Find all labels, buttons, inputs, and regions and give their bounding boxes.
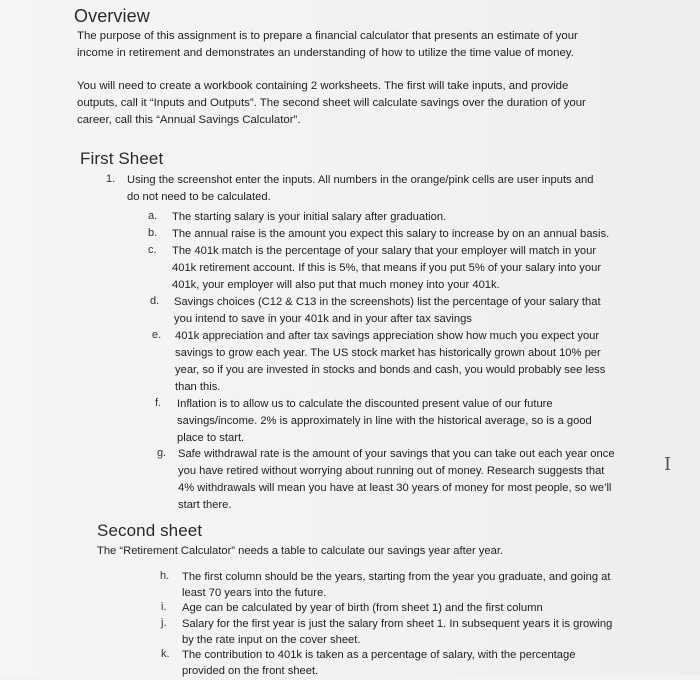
overview-para1-line2: income in retirement and demonstrates an understanding of how to utilize the time value of money. xyxy=(77,47,574,59)
subitem-f-line2: savings/income. 2% is approximately in line with the historical average, so is a good xyxy=(177,415,592,427)
subitem-a-line1: The starting salary is your initial salary after graduation. xyxy=(172,211,447,223)
subitem-f-line1: Inflation is to allow us to calculate the discounted present value of our future xyxy=(177,398,553,410)
subitem-marker-f: f. xyxy=(155,397,162,409)
subitem-marker-a: a. xyxy=(148,210,158,222)
subitem-h-line2: least 70 years into the future. xyxy=(182,587,327,599)
text-cursor-icon: I xyxy=(664,454,672,475)
subitem-marker-b: b. xyxy=(148,227,158,239)
subitem-e-line4: than this. xyxy=(175,381,221,393)
first-sheet-heading: First Sheet xyxy=(80,149,164,168)
subitem-k-line1: The contribution to 401k is taken as a percentage of salary, with the percentage xyxy=(182,649,576,661)
subitem-c-line1: The 401k match is the percentage of your salary that your employer will match in your xyxy=(172,245,597,257)
overview-para2-line3: career, call this “Annual Savings Calculator”. xyxy=(77,114,301,126)
subitem-marker-i: i. xyxy=(161,601,167,613)
subitem-marker-k: k. xyxy=(161,648,170,660)
subitem-marker-g: g. xyxy=(157,447,167,459)
subitem-g-line2: you have retired without worrying about running out of money. Research suggests that xyxy=(178,465,605,477)
subitem-marker-d: d. xyxy=(150,295,160,307)
subitem-d-line2: you intend to save in your 401k and in your after tax savings xyxy=(174,313,472,325)
subitem-e-line2: savings to grow each year. The US stock market has historically grown about 10% per xyxy=(175,347,601,359)
second-sheet-intro: The “Retirement Calculator” needs a table to calculate our savings year after year. xyxy=(97,545,504,557)
subitem-f-line3: place to start. xyxy=(177,432,245,444)
subitem-c-line3: 401k, your employer will also put that much money into your 401k. xyxy=(172,279,500,291)
subitem-marker-c: c. xyxy=(148,244,157,256)
overview-para1-line1: The purpose of this assignment is to prepare a financial calculator that presents an estimate of your xyxy=(77,30,578,42)
subitem-j-line1: Salary for the first year is just the salary from sheet 1. In subsequent years it is growing xyxy=(182,618,613,630)
item1-line2: do not need to be calculated. xyxy=(127,191,271,203)
subitem-k-line2: provided on the front sheet. xyxy=(182,665,319,677)
second-sheet-heading: Second sheet xyxy=(97,521,203,540)
overview-para2-line2: outputs, call it “Inputs and Outputs”. The second sheet will calculate savings over the duration of your xyxy=(77,97,586,109)
item1-line1: Using the screenshot enter the inputs. All numbers in the orange/pink cells are user inputs and xyxy=(127,174,594,186)
subitem-marker-e: e. xyxy=(152,329,162,341)
subitem-e-line3: year, so if you are invested in stocks and bonds and cash, you would probably see less xyxy=(175,364,606,376)
subitem-i-line1: Age can be calculated by year of birth (from sheet 1) and the first column xyxy=(182,602,543,614)
item1-marker: 1. xyxy=(106,173,116,185)
subitem-marker-h: h. xyxy=(160,570,170,582)
overview-para2-line1: You will need to create a workbook containing 2 worksheets. The first will take inputs, and provide xyxy=(77,80,569,92)
subitem-h-line1: The first column should be the years, starting from the year you graduate, and going at xyxy=(182,571,611,583)
subitem-g-line3: 4% withdrawals will mean you have at least 30 years of money for most people, so we’ll xyxy=(178,482,612,494)
subitem-d-line1: Savings choices (C12 & C13 in the screenshots) list the percentage of your salary that xyxy=(174,296,601,308)
subitem-marker-j: j. xyxy=(161,617,167,629)
subitem-g-line4: start there. xyxy=(178,499,232,511)
subitem-g-line1: Safe withdrawal rate is the amount of your savings that you can take out each year once xyxy=(178,448,615,460)
subitem-b-line1: The annual raise is the amount you expect this salary to increase by on an annual basis. xyxy=(172,228,610,240)
subitem-j-line2: by the rate input on the cover sheet. xyxy=(182,634,361,646)
subitem-c-line2: 401k retirement account. If this is 5%, that means if you put 5% of your salary into your xyxy=(172,262,602,274)
overview-heading: Overview xyxy=(74,6,150,26)
subitem-e-line1: 401k appreciation and after tax savings appreciation show how much you expect your xyxy=(175,330,600,342)
